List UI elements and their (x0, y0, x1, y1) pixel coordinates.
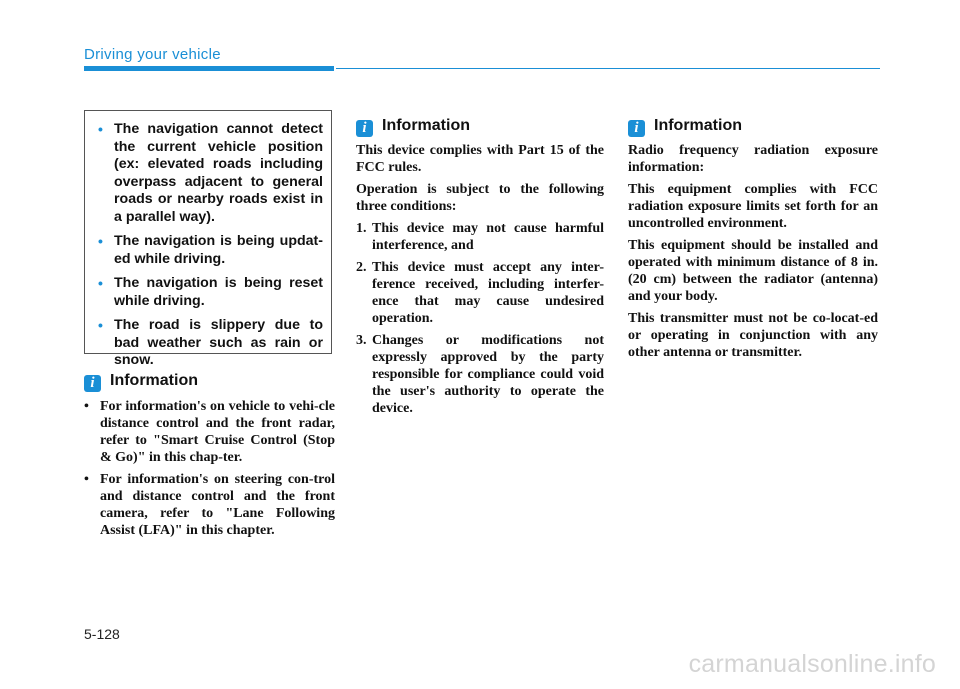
list-item: • For information's on steering con-trol and distance control and the front camera, refer to "Lane Following Assist (LFA)" in this chapter. (84, 472, 335, 538)
info-icon: i (356, 120, 373, 137)
paragraph: Operation is subject to the following three conditions: (356, 182, 604, 214)
paragraph: This equipment complies with FCC radiation exposure limits set forth for an uncontrolled environment. (628, 182, 878, 231)
paragraph: This equipment should be installed and operated with minimum distance of 8 in. (20 cm) between the radiator (antenna) and your body. (628, 238, 878, 304)
info-middle-body (356, 142, 604, 422)
caution-bullet: • The road is slippery due to bad weather such as rain or snow. (98, 317, 323, 368)
info-heading-right: i Information (628, 117, 742, 137)
info-icon: i (84, 375, 101, 392)
section-title: Driving your vehicle (84, 46, 221, 63)
header-rule-thin (336, 68, 880, 69)
caution-bullet: • The navigation cannot detect the current vehicle position (ex: elevated roads including overpass adjacent to general roads or nearby roads exist in a parallel way). (98, 121, 323, 225)
paragraph: This device complies with Part 15 of the FCC rules. (356, 143, 604, 175)
list-item: • For information's on vehicle to vehi-cle distance control and the front radar, refer to "Smart Cruise Control (Stop & Go)" in this chap-ter. (84, 399, 335, 465)
info-icon: i (628, 120, 645, 137)
info-heading-middle: i Information (356, 117, 470, 137)
info-heading-left: i Information (84, 372, 198, 392)
caution-bullet: • The navigation is being reset while driving. (98, 275, 323, 309)
navigation-caution-box (84, 110, 332, 368)
paragraph: Radio frequency radiation exposure information: (628, 143, 878, 175)
condition-item: 1. This device may not cause harmful interference, and (356, 221, 604, 253)
paragraph: This transmitter must not be co-locat-ed or operating in conjunction with any other antenna or transmitter. (628, 311, 878, 360)
header-rule-thick (84, 66, 334, 71)
info-right-body (628, 142, 878, 366)
page-number: 5-128 (84, 626, 120, 642)
condition-item: 3. Changes or modifications not expressly approved by the party responsible for compliance could void the user's authority to operate the device. (356, 333, 604, 416)
watermark: carmanualsonline.info (688, 650, 936, 678)
condition-item: 2. This device must accept any inter-ference received, including interfer-ence that may cause undesired operation. (356, 260, 604, 326)
caution-bullet: • The navigation is being updat-ed while driving. (98, 233, 323, 267)
info-left-body (84, 398, 335, 544)
